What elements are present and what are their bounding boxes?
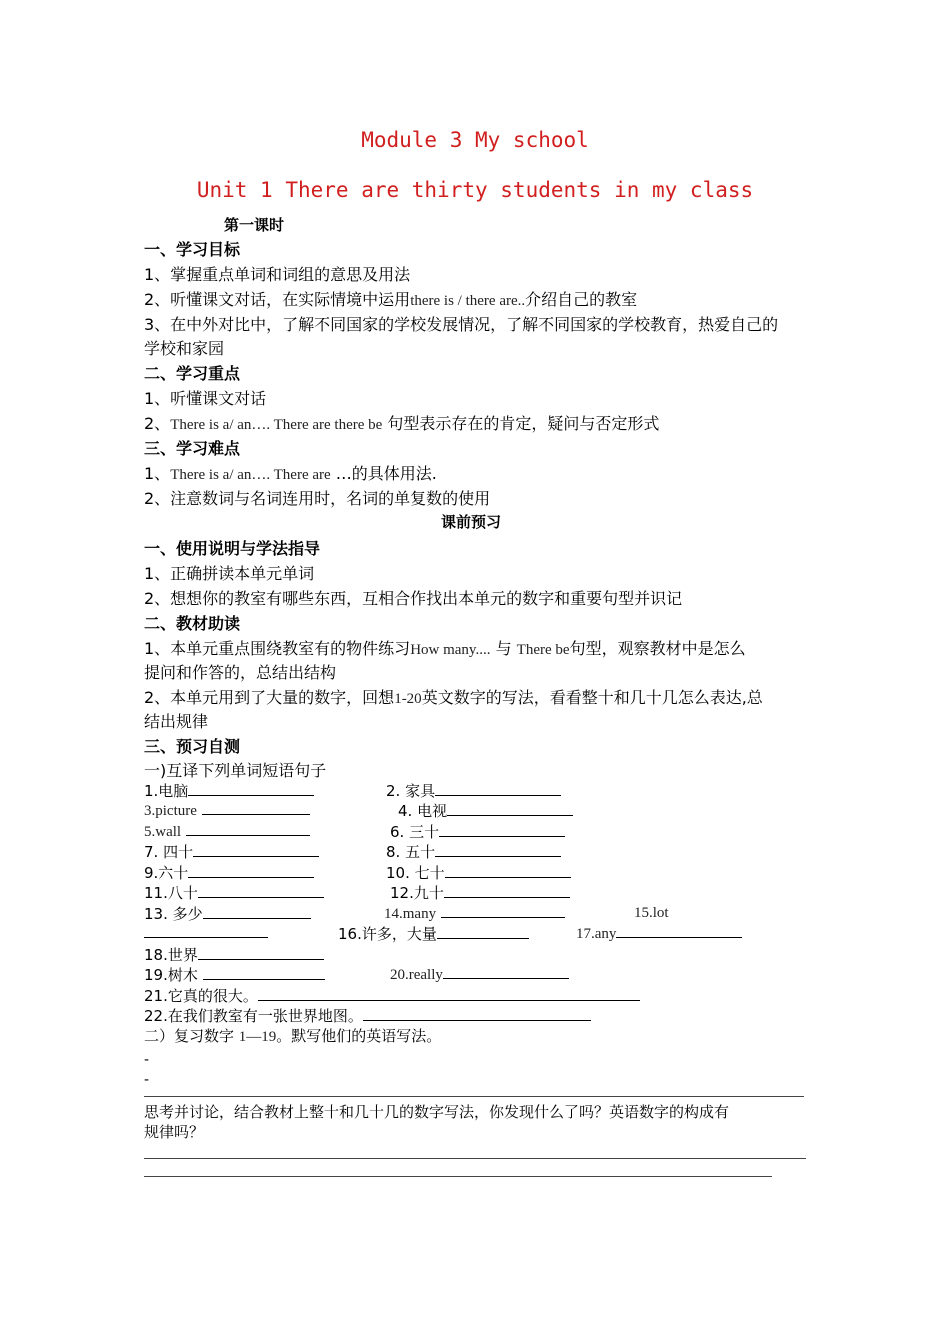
reading-aid-1-b: 与 (495, 639, 512, 658)
reading-aid-2-en: 1-20 (394, 691, 422, 707)
think-question-cont: 规律吗？ (144, 1123, 205, 1141)
exercise-15-label: 15.lot (634, 905, 669, 921)
answer-blank[interactable] (441, 903, 565, 918)
reading-aid-1 (144, 636, 746, 659)
exercise-14[interactable] (384, 903, 565, 923)
heading-objectives: 一、学习目标 (144, 240, 241, 259)
exercise-15-blank[interactable] (144, 923, 268, 942)
answer-blank[interactable] (258, 986, 640, 1001)
exercise-1[interactable] (144, 780, 314, 801)
answer-blank[interactable] (188, 863, 314, 878)
answer-line[interactable] (144, 1096, 804, 1097)
objective-2-text: 2、听懂课文对话，在实际情境中运用 (144, 290, 411, 309)
exercise-6[interactable] (390, 821, 565, 842)
dash-line-1: - (144, 1052, 150, 1068)
exercise-18-label: 18.世界 (144, 946, 198, 964)
exercise-4[interactable] (398, 800, 573, 821)
exercise-1-label: 1.电脑 (144, 782, 189, 800)
exercise-10[interactable] (386, 862, 571, 883)
reading-aid-1-c: 句型，观察教材中是怎么 (569, 639, 746, 658)
key-point-2-english: There is a/ an…. There are there be (170, 417, 383, 433)
exercise-9-label: 9.六十 (144, 864, 189, 882)
exercise-18[interactable] (144, 944, 324, 965)
exercise-11-label: 11.八十 (144, 884, 198, 902)
exercise-12[interactable] (390, 882, 570, 903)
answer-blank[interactable] (616, 923, 742, 938)
exercise-17[interactable] (576, 923, 742, 943)
page-title: Module 3 My school (361, 128, 589, 152)
reading-aid-2-b: 英文数字的写法，看看整十和几十几怎么表达,总 (421, 688, 763, 707)
exercise-22-label: 22.在我们教室有一张世界地图。 (144, 1007, 363, 1025)
difficulty-1-english: There is a/ an…. There are (170, 467, 331, 483)
answer-line[interactable] (144, 1176, 772, 1177)
exercise-9[interactable] (144, 862, 314, 883)
think-question: 思考并讨论，结合教材上整十和几十几的数字写法，你发现什么了吗？英语数字的构成有 (144, 1103, 730, 1121)
heading-reading-aid: 二、教材助读 (144, 614, 241, 633)
exercise-21[interactable] (144, 985, 640, 1006)
reading-aid-2 (144, 685, 763, 708)
difficulty-1-prefix: 1、 (144, 464, 171, 483)
exercise-15[interactable] (634, 903, 669, 922)
exercise-20-label: 20.really (390, 967, 443, 983)
key-point-1: 1、听懂课文对话 (144, 389, 267, 408)
exercise-10-label: 10. 七十 (386, 864, 445, 882)
exercise-12-label: 12.九十 (390, 884, 444, 902)
heading-key-points: 二、学习重点 (144, 364, 241, 383)
exercise-13-label: 13. 多少 (144, 905, 203, 923)
part-2-a: 二）复习数字 (144, 1027, 235, 1045)
answer-blank[interactable] (144, 923, 268, 938)
answer-blank[interactable] (444, 883, 570, 898)
answer-blank[interactable] (203, 965, 325, 980)
exercise-6-label: 6. 三十 (390, 823, 440, 841)
exercise-8-label: 8. 五十 (386, 843, 436, 861)
reading-aid-1-en1: How many.... (410, 642, 491, 658)
exercise-16-label: 16.许多，大量 (338, 925, 437, 943)
objective-1: 1、掌握重点单词和词组的意思及用法 (144, 265, 411, 284)
difficulty-2: 2、注意数词与名词连用时，名词的单复数的使用 (144, 489, 491, 508)
unit-title: Unit 1 There are thirty students in my class (196, 178, 754, 202)
answer-line[interactable] (144, 1158, 806, 1159)
answer-blank[interactable] (435, 781, 561, 796)
exercise-19[interactable] (144, 964, 325, 985)
answer-blank[interactable] (439, 822, 565, 837)
self-test-part-1: 一)互译下列单词短语句子 (144, 761, 327, 780)
heading-instructions: 一、使用说明与学法指导 (144, 539, 321, 558)
key-point-2 (144, 411, 659, 434)
exercise-3[interactable] (144, 800, 310, 820)
instruction-1: 1、正确拼读本单元单词 (144, 564, 315, 583)
answer-blank[interactable] (186, 821, 310, 836)
answer-blank[interactable] (447, 801, 573, 816)
answer-blank[interactable] (193, 842, 319, 857)
part-2-b: 。默写他们的英语写法。 (276, 1027, 442, 1045)
answer-blank[interactable] (363, 1006, 591, 1021)
difficulty-1 (144, 461, 437, 484)
exercise-13[interactable] (144, 903, 311, 924)
exercise-4-label: 4. 电视 (398, 802, 448, 820)
exercise-7-label: 7. 四十 (144, 843, 194, 861)
exercise-22[interactable] (144, 1005, 591, 1026)
answer-blank[interactable] (203, 904, 311, 919)
answer-blank[interactable] (188, 781, 314, 796)
answer-blank[interactable] (437, 924, 529, 939)
objective-3: 3、在中外对比中，了解不同国家的学校发展情况，了解不同国家的学校教育，热爱自己的 (144, 315, 779, 334)
reading-aid-2-a: 2、本单元用到了大量的数字，回想 (144, 688, 395, 707)
reading-aid-1-a: 1、本单元重点围绕教室有的物件练习 (144, 639, 411, 658)
exercise-2[interactable] (386, 780, 561, 801)
heading-difficulties: 三、学习难点 (144, 439, 241, 458)
difficulty-1-suffix: …的具体用法. (335, 464, 437, 483)
answer-blank[interactable] (445, 863, 571, 878)
lesson-label: 第一课时 (224, 216, 285, 234)
exercise-17-label: 17.any (576, 926, 617, 942)
preview-heading: 课前预习 (441, 513, 502, 531)
answer-blank[interactable] (435, 842, 561, 857)
exercise-14-label: 14.many (384, 906, 437, 922)
exercise-20[interactable] (390, 964, 569, 984)
heading-self-test: 三、预习自测 (144, 737, 241, 756)
answer-blank[interactable] (198, 945, 324, 960)
key-point-2-suffix: 句型表示存在的肯定，疑问与否定形式 (387, 414, 660, 433)
answer-blank[interactable] (202, 800, 310, 815)
exercise-16[interactable] (338, 923, 529, 944)
exercise-21-label: 21.它真的很大。 (144, 987, 258, 1005)
exercise-3-label: 3.picture (144, 803, 197, 819)
objective-2-english: there is / there are.. (410, 293, 526, 309)
part-2-en: 1—19 (238, 1029, 277, 1045)
answer-blank[interactable] (198, 883, 324, 898)
key-point-2-prefix: 2、 (144, 414, 171, 433)
exercise-7[interactable] (144, 841, 319, 862)
dash-line-2: - (144, 1072, 150, 1088)
answer-blank[interactable] (443, 964, 569, 979)
exercise-8[interactable] (386, 841, 561, 862)
exercise-5[interactable] (144, 821, 310, 841)
objective-3-cont: 学校和家园 (144, 339, 225, 358)
objective-2 (144, 287, 637, 310)
self-test-part-2 (144, 1025, 441, 1046)
instruction-2: 2、想想你的教室有哪些东西，互相合作找出本单元的数字和重要句型并识记 (144, 589, 683, 608)
reading-aid-2-cont: 结出规律 (144, 712, 209, 731)
exercise-2-label: 2. 家具 (386, 782, 436, 800)
exercise-5-label: 5.wall (144, 824, 182, 840)
exercise-19-label: 19.树木 (144, 966, 198, 984)
reading-aid-1-en2: There be (516, 642, 570, 658)
reading-aid-1-cont: 提问和作答的，总结出结构 (144, 663, 337, 682)
exercise-11[interactable] (144, 882, 324, 903)
objective-2-end: 介绍自己的教室 (525, 290, 638, 309)
